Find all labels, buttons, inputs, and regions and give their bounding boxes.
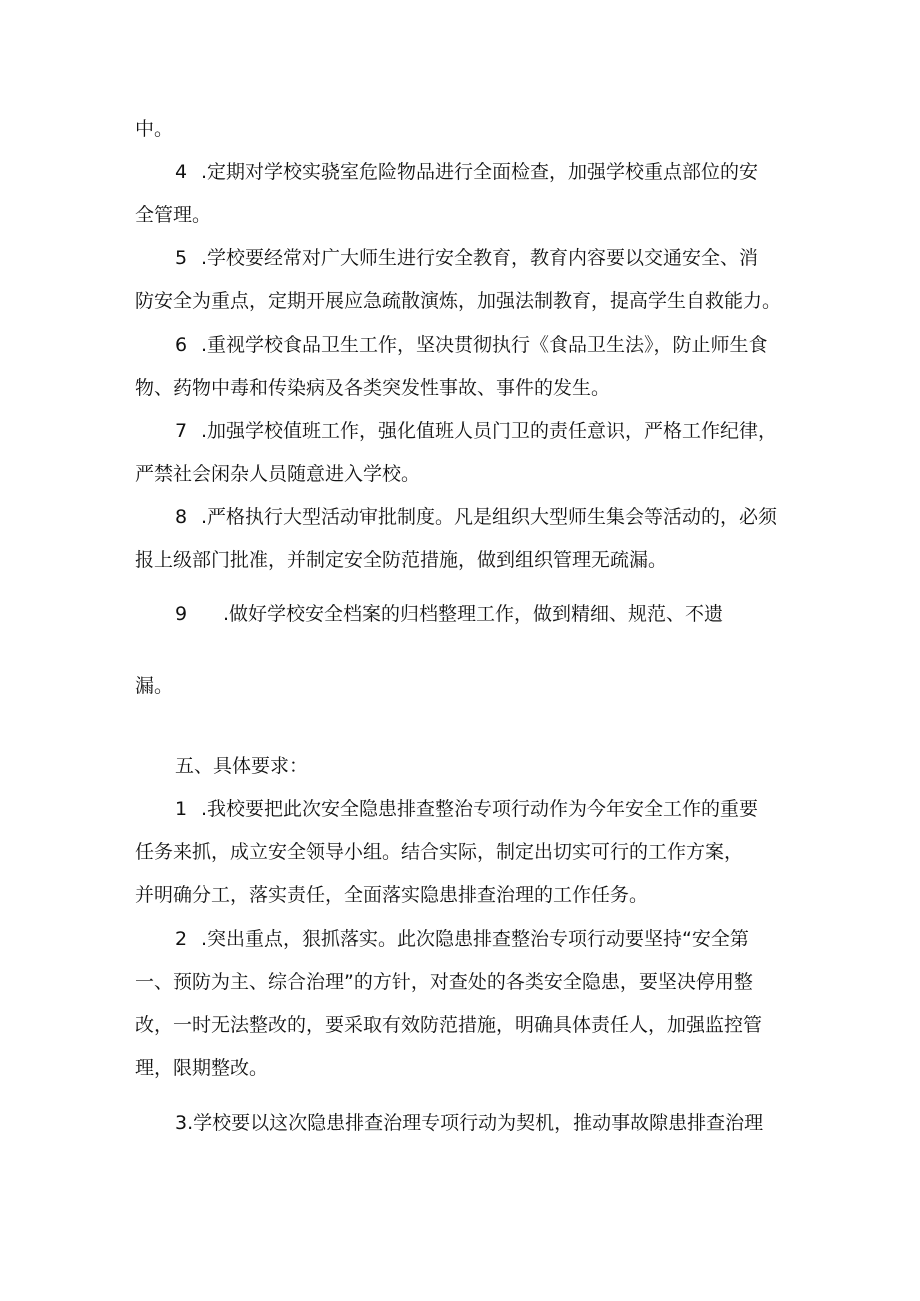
list-number: 4 (175, 161, 188, 183)
list-number: 5 (175, 247, 188, 269)
list-item-5: 5 .学校要经常对广大师生进行安全教育，教育内容要以交通安全、消 (175, 247, 759, 269)
text-line: 并明确分工，落实责任，全面落实隐患排查治理的工作任务。 (135, 884, 649, 906)
list-number: 3. (175, 1112, 194, 1134)
list-number: 8 (175, 506, 188, 528)
text-line: 理，限期整改。 (135, 1057, 269, 1079)
list-item-2: 2 .突出重点，狠抓落实。此次隐患排查整治专项行动要坚持“安全第 (175, 928, 749, 950)
list-item-9: 9 .做好学校安全档案的归档整理工作，做到精细、规范、不遗 (175, 603, 724, 625)
list-item-4: 4 .定期对学校实骁室危险物品进行全面检查，加强学校重点部位的安 (175, 161, 759, 183)
list-item-3: 3.学校要以这次隐患排查治理专项行动为契机，推动事故隙患排查治理 (175, 1112, 764, 1134)
list-item-8: 8 .严格执行大型活动审批制度。凡是组织大型师生集会等活动的，必须 (175, 506, 778, 528)
list-item-6: 6 .重视学校食品卫生工作，坚决贯彻执行《食品卫生法》，防止师生食 (175, 334, 768, 356)
list-item-1: 1 .我校要把此次安全隐患排查整治专项行动作为今年安全工作的重要 (175, 798, 759, 820)
list-number: 1 (175, 798, 188, 820)
list-number: 6 (175, 334, 188, 356)
text-line: 任务来抓，成立安全领导小组。结合实际，制定出切实可行的工作方案， (135, 841, 744, 863)
text-line: 全管理。 (135, 204, 212, 226)
text-line: 报上级部门批准，并制定安全防范措施，做到组织管理无疏漏。 (135, 549, 668, 571)
text-line: 物、药物中毒和传染病及各类突发性事故、事件的发生。 (135, 377, 611, 399)
text-line: 中。 (135, 118, 174, 140)
text-line: 防安全为重点，定期开展应急疏散演炼，加强法制教育，提高学生自救能力。 (135, 290, 782, 312)
section-heading: 五、具体要求： (175, 755, 309, 777)
text-line: 一、预防为主、综合治理”的方针，对查处的各类安全隐患，要坚决停用整 (135, 971, 753, 993)
text-line: 改，一时无法整改的，要采取有效防范措施，明确具体责任人，加强监控管 (135, 1014, 763, 1036)
list-number: 7 (175, 420, 188, 442)
list-number: 9 (175, 603, 188, 625)
text-line: 漏。 (135, 675, 174, 697)
list-number: 2 (175, 928, 188, 950)
list-item-7: 7 .加强学校值班工作，强化值班人员门卫的责任意识，严格工作纪律， (175, 420, 778, 442)
text-line: 严禁社会闲杂人员随意进入学校。 (135, 463, 421, 485)
